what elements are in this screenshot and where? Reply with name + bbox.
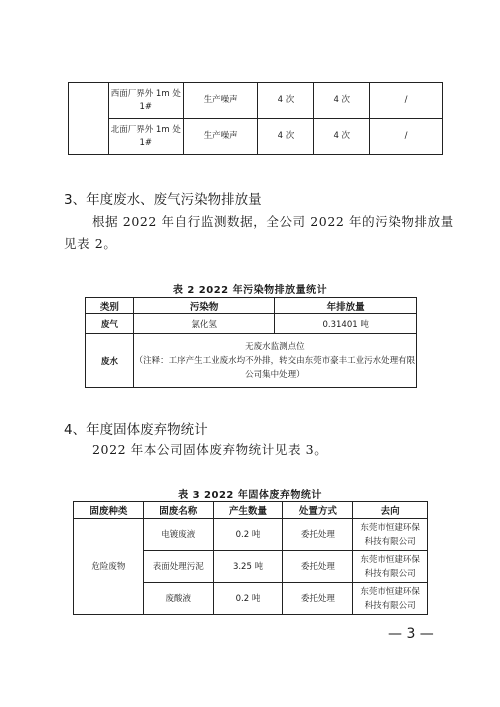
table-cell: 4 次: [258, 119, 314, 155]
table-cell: 委托处理: [283, 583, 353, 615]
destination-line: 东莞市恒建环保: [360, 522, 420, 533]
section-3-paragraph-line2: 见表 2。: [64, 236, 117, 251]
table-row: [74, 519, 428, 551]
table-cell: 危险废物: [74, 519, 144, 615]
table-header-waste-type: 固废种类: [74, 502, 144, 519]
table-header-destination: 去向: [353, 502, 428, 519]
table-cell: 4 次: [314, 119, 370, 155]
table-cell: 氯化氢: [133, 314, 275, 334]
note-line: 无废水监测点位: [245, 341, 305, 352]
table-cell: 北面厂界外 1m 处 1#: [108, 119, 183, 155]
table-row: [69, 83, 443, 119]
section-4-heading: 4、年度固体废弃物统计: [64, 422, 208, 438]
destination-line: 科技有限公司: [364, 536, 416, 547]
table-cell: 0.31401 吨: [275, 314, 417, 334]
table-cell: [353, 519, 428, 551]
page-number: — 3 —: [388, 626, 434, 642]
wastewater-note-cell: [133, 334, 416, 388]
table-cell: 0.2 吨: [213, 583, 283, 615]
table-header-disposal-method: 处置方式: [283, 502, 353, 519]
table-row: [69, 119, 443, 155]
note-line: 公司集中处理）: [245, 369, 305, 380]
table-cell: 委托处理: [283, 551, 353, 583]
table-header-quantity: 产生数量: [213, 502, 283, 519]
table-row: [86, 314, 417, 334]
table-cell: 废酸液: [143, 583, 213, 615]
table-header-waste-name: 固废名称: [143, 502, 213, 519]
table-cell: 0.2 吨: [213, 519, 283, 551]
destination-line: 东莞市恒建环保: [360, 586, 420, 597]
noise-monitoring-table: [68, 82, 443, 155]
table-cell: [353, 551, 428, 583]
table-cell: 3.25 吨: [213, 551, 283, 583]
table-row: [86, 334, 417, 388]
destination-line: 科技有限公司: [364, 600, 416, 611]
table-cell: 4 次: [258, 83, 314, 119]
solid-waste-table: [73, 501, 428, 615]
table-cell: 委托处理: [283, 519, 353, 551]
pollutant-emission-table: [85, 297, 417, 388]
table-cell: /: [370, 83, 443, 119]
table-cell: [353, 583, 428, 615]
table-header-amount: 年排放量: [275, 298, 417, 314]
table-cell: 生产噪声: [183, 83, 258, 119]
table-header-row: [86, 298, 417, 314]
table-2-caption: 表 2 2022 年污染物排放量统计: [172, 285, 328, 296]
table-cell: 废水: [86, 334, 134, 388]
table-cell: 表面处理污泥: [143, 551, 213, 583]
table-3-caption: 表 3 2022 年固体废弃物统计: [178, 490, 322, 501]
table-cell: 电镀废液: [143, 519, 213, 551]
table-cell: 废气: [86, 314, 134, 334]
table-cell: 西面厂界外 1m 处 1#: [108, 83, 183, 119]
table-cell: 4 次: [314, 83, 370, 119]
table-cell: [69, 83, 109, 155]
table-header-pollutant: 污染物: [133, 298, 275, 314]
section-4-paragraph: 2022 年本公司固体废弃物统计见表 3。: [92, 442, 328, 457]
section-3-paragraph-line1: 根据 2022 年自行监测数据，全公司 2022 年的污染物排放量: [92, 214, 454, 229]
table-cell: 生产噪声: [183, 119, 258, 155]
note-line: （注释：工序产生工业废水均不外排，转交由东莞市豪丰工业污水处理有限: [134, 355, 416, 366]
destination-line: 东莞市恒建环保: [360, 554, 420, 565]
section-3-heading: 3、年度废水、废气污染物排放量: [64, 192, 262, 208]
table-header-row: [74, 502, 428, 519]
destination-line: 科技有限公司: [364, 568, 416, 579]
table-header-category: 类别: [86, 298, 134, 314]
table-cell: /: [370, 119, 443, 155]
